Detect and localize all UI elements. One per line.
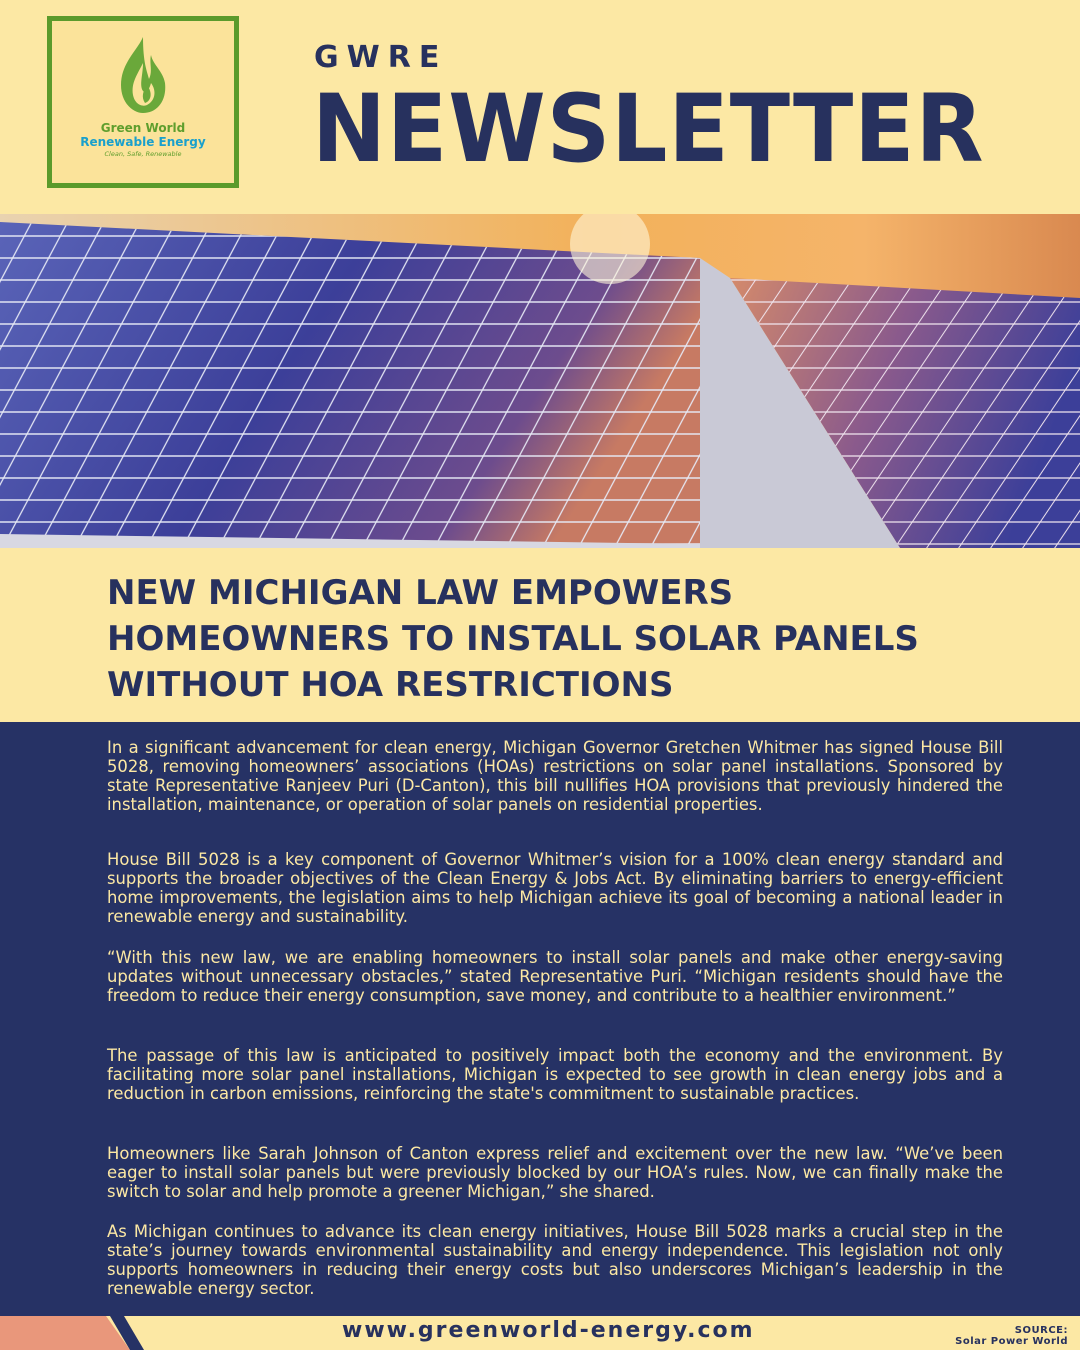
newsletter-title: NEWSLETTER [312, 75, 985, 184]
logo-name-line1: Green World [100, 121, 186, 135]
source-name: Solar Power World [955, 1336, 1068, 1347]
source-label: SOURCE: [1014, 1325, 1068, 1336]
logo-tagline: Clean, Safe, Renewable [104, 150, 182, 158]
article-paragraph: “With this new law, we are enabling homeowners to install solar panels and make other energy-saving updates without unnecessary obstacles,” stated Representative Puri. “Michigan residents should have the freedom to reduce their energy consumption, save money, and contribute to a healthier environment.” [107, 948, 1003, 1005]
article-paragraph: House Bill 5028 is a key component of Governor Whitmer’s vision for a 100% clean energy standard and supports the broader objectives of the Clean Energy & Jobs Act. By eliminating barriers to energy-efficient home improvements, the legislation aims to help Michigan achieve its goal of becoming a national leader in renewable energy and sustainability. [107, 850, 1003, 926]
flame-leaf-icon [107, 33, 179, 117]
article-headline: NEW MICHIGAN LAW EMPOWERS HOMEOWNERS TO INSTALL SOLAR PANELS WITHOUT HOA RESTRICTIONS [107, 573, 919, 705]
company-logo [47, 16, 239, 188]
article-paragraph: As Michigan continues to advance its clean energy initiatives, House Bill 5028 marks a crucial step in the state’s journey towards environmental sustainability and energy independence. This legislation not only supports homeowners in reducing their energy costs but also underscores Michigan’s leadership in the renewable energy sector. [107, 1222, 1003, 1298]
source-credit [955, 1325, 1068, 1347]
brand-label: GWRE [314, 40, 448, 75]
article-paragraph: In a significant advancement for clean energy, Michigan Governor Gretchen Whitmer has signed House Bill 5028, removing homeowners’ associations (HOAs) restrictions on solar panel installations. Sponsored by state Representative Ranjeev Puri (D-Canton), this bill nullifies HOA provisions that previously hindered the installation, maintenance, or operation of solar panels on residential properties. [107, 738, 1003, 814]
website-link[interactable]: www.greenworld-energy.com [342, 1318, 755, 1343]
article-paragraph: The passage of this law is anticipated to positively impact both the economy and the environment. By facilitating more solar panel installations, Michigan is expected to see growth in clean energy jobs and a reduction in carbon emissions, reinforcing the state's commitment to sustainable practices. [107, 1046, 1003, 1103]
solar-panel-photo [0, 214, 1080, 548]
logo-name-line2: Renewable Energy [80, 135, 206, 149]
article-paragraph: Homeowners like Sarah Johnson of Canton express relief and excitement over the new law. “We’ve been eager to install solar panels but were previously blocked by our HOA’s rules. Now, we can finally make the switch to solar and help promote a greener Michigan,” she shared. [107, 1144, 1003, 1201]
